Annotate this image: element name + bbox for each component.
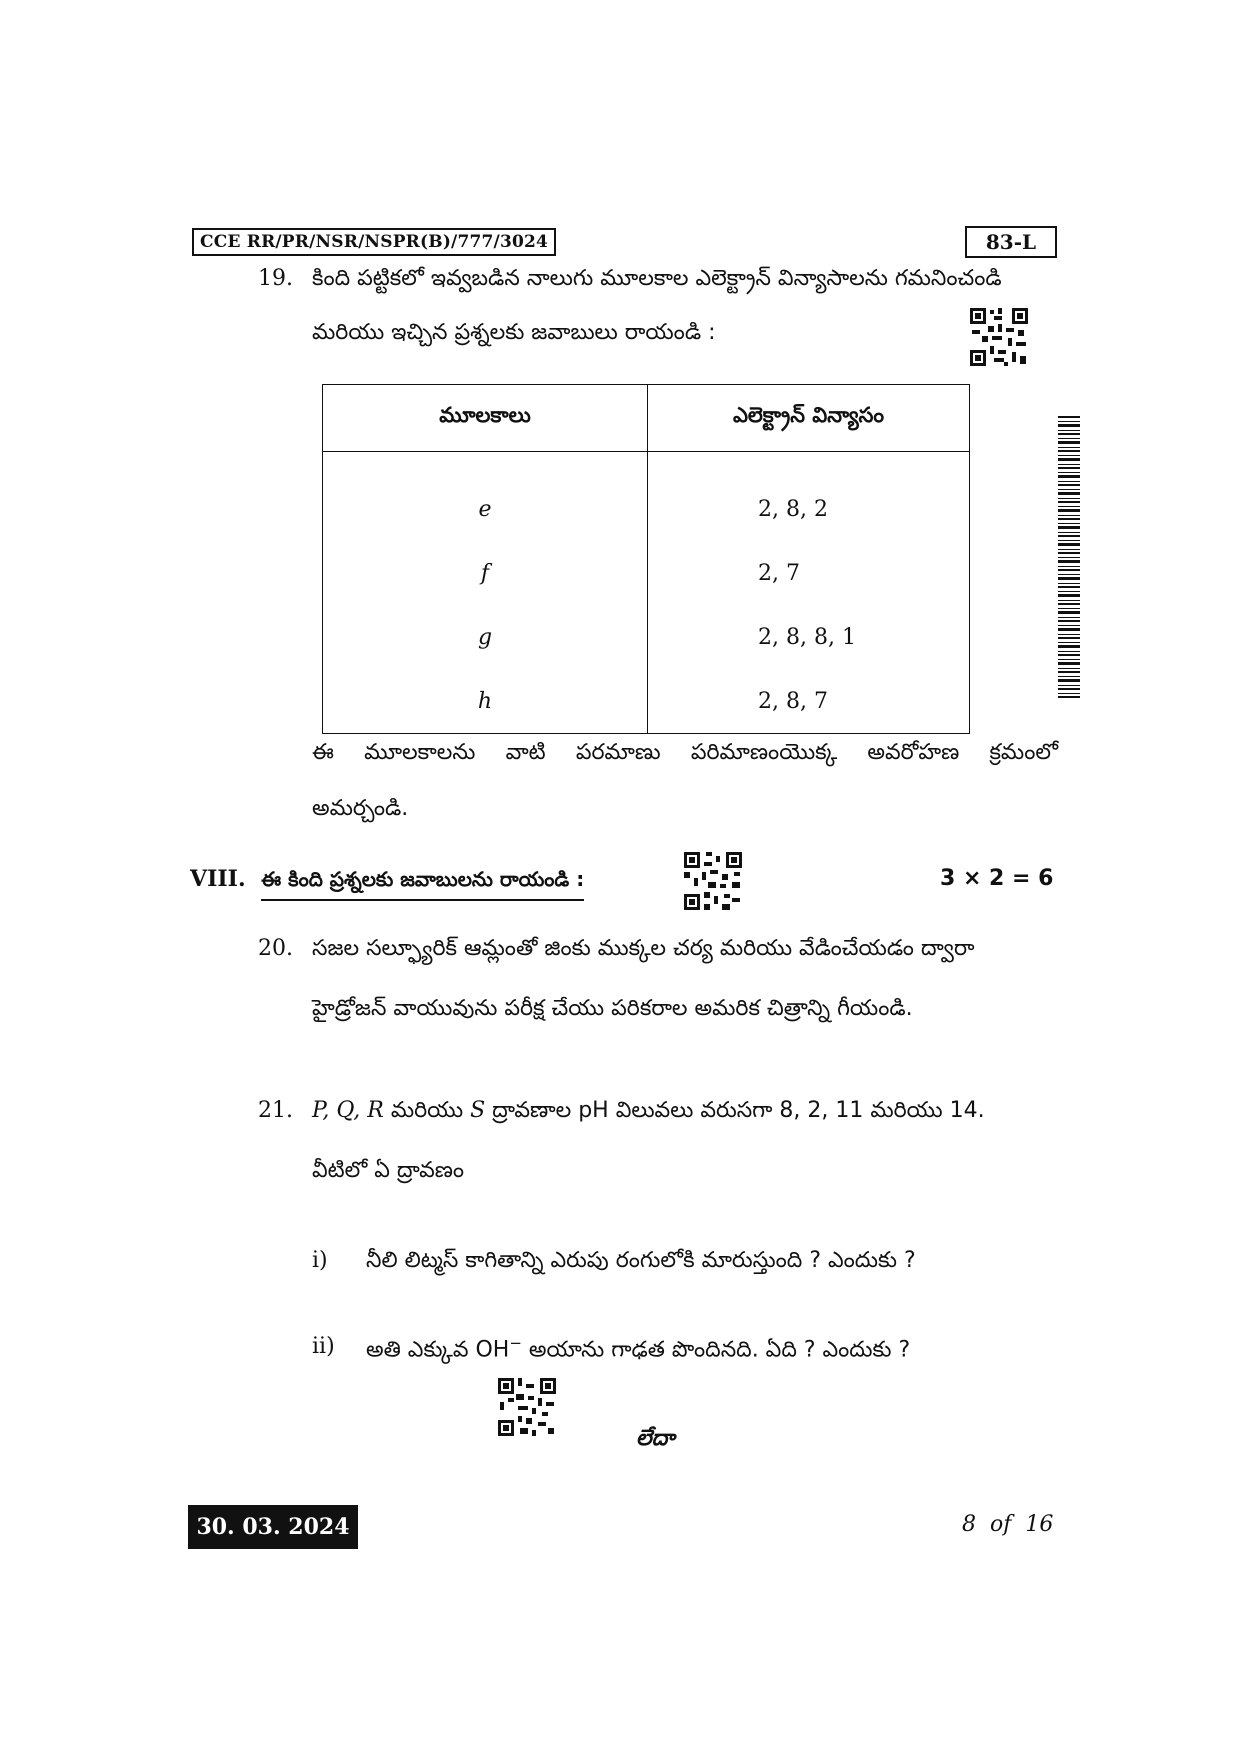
qr-code-icon [496, 1376, 558, 1438]
subquestion-text: నీలి లిట్మస్ కాగితాన్ని ఎరుపు రంగులోకి మారుస్తుంది ? ఎందుకు ? [366, 1248, 916, 1273]
table-row [323, 452, 970, 542]
question-21-line2: వీటిలో ఏ ద్రావణం [312, 1158, 465, 1183]
subquestion-label: ii) [312, 1334, 335, 1359]
table-header-elements: మూలకాలు [323, 385, 648, 452]
element-symbol: h [323, 669, 648, 734]
table-header-configuration: ఎలెక్ట్రాన్ విన్యాసం [648, 385, 970, 452]
section-marks: 3 × 2 = 6 [940, 866, 1054, 891]
element-config: 2, 8, 2 [648, 452, 970, 542]
question-19-instruction-line1: ఈ మూలకాలను వాటి పరమాణు పరిమాణంయొక్క అవరోహణ క్రమంలో [312, 740, 1058, 765]
table-row [323, 605, 970, 669]
element-symbol: g [323, 605, 648, 669]
paper-code: CCE RR/PR/NSR/NSPR(B)/777/3024 [192, 228, 556, 256]
solution-variable-s: S [470, 1098, 486, 1123]
element-config: 2, 8, 7 [648, 669, 970, 734]
subquestion-text-part2: అయాను గాఢత పొందినది. ఏది ? ఎందుకు ? [521, 1337, 911, 1363]
conjunction-text: మరియు [390, 1098, 464, 1123]
barcode-icon [1058, 416, 1080, 698]
or-label: లేదా [636, 1426, 675, 1451]
question-20-number: 20. [258, 936, 293, 961]
element-config: 2, 7 [648, 541, 970, 605]
table-row [323, 541, 970, 605]
question-21-line1 [312, 1098, 1058, 1128]
question-19-instruction-line2: అమర్చండి. [312, 796, 409, 821]
section-heading [190, 866, 584, 896]
section-numeral: VIII. [190, 866, 246, 892]
qr-code-icon [682, 850, 744, 912]
table-row [323, 669, 970, 734]
element-symbol: e [323, 452, 648, 542]
subquestion-text-part1: అతి ఎక్కువ OH [366, 1337, 510, 1363]
solution-variables: P, Q, R [312, 1098, 384, 1123]
superscript-minus: − [509, 1334, 522, 1352]
subquestion-text [366, 1334, 910, 1367]
question-19-number: 19. [258, 266, 293, 291]
subquestion-label: i) [312, 1248, 328, 1273]
element-config: 2, 8, 8, 1 [648, 605, 970, 669]
electron-config-table [322, 384, 970, 734]
section-title: ఈ కింది ప్రశ్నలకు జవాబులను రాయండి : [261, 867, 584, 901]
question-19-line1: కింది పట్టికలో ఇవ్వబడిన నాలుగు మూలకాల ఎలెక్ట్రాన్ విన్యాసాలను గమనించండి [312, 266, 1002, 291]
qr-code-icon [968, 306, 1030, 368]
question-19-line2: మరియు ఇచ్చిన ప్రశ్నలకు జవాబులు రాయండి : [312, 320, 716, 345]
question-20-line2: హైడ్రోజన్ వాయువును పరీక్ష చేయు పరికరాల అమరిక చిత్రాన్ని గీయండి. [312, 996, 913, 1021]
page-number: 8 of 16 [962, 1512, 1054, 1537]
question-21-line1-rest: ద్రావణాల pH విలువలు వరుసగా 8, 2, 11 మరియు 14. [492, 1098, 985, 1123]
exam-date: 30. 03. 2024 [188, 1505, 358, 1549]
question-20-line1: సజల సల్ఫ్యూరిక్ ఆమ్లంతో జింకు ముక్కల చర్య మరియు వేడించేయడం ద్వారా [312, 936, 975, 961]
subject-code: 83-L [965, 226, 1057, 258]
question-21-number: 21. [258, 1098, 293, 1123]
element-symbol: f [323, 541, 648, 605]
